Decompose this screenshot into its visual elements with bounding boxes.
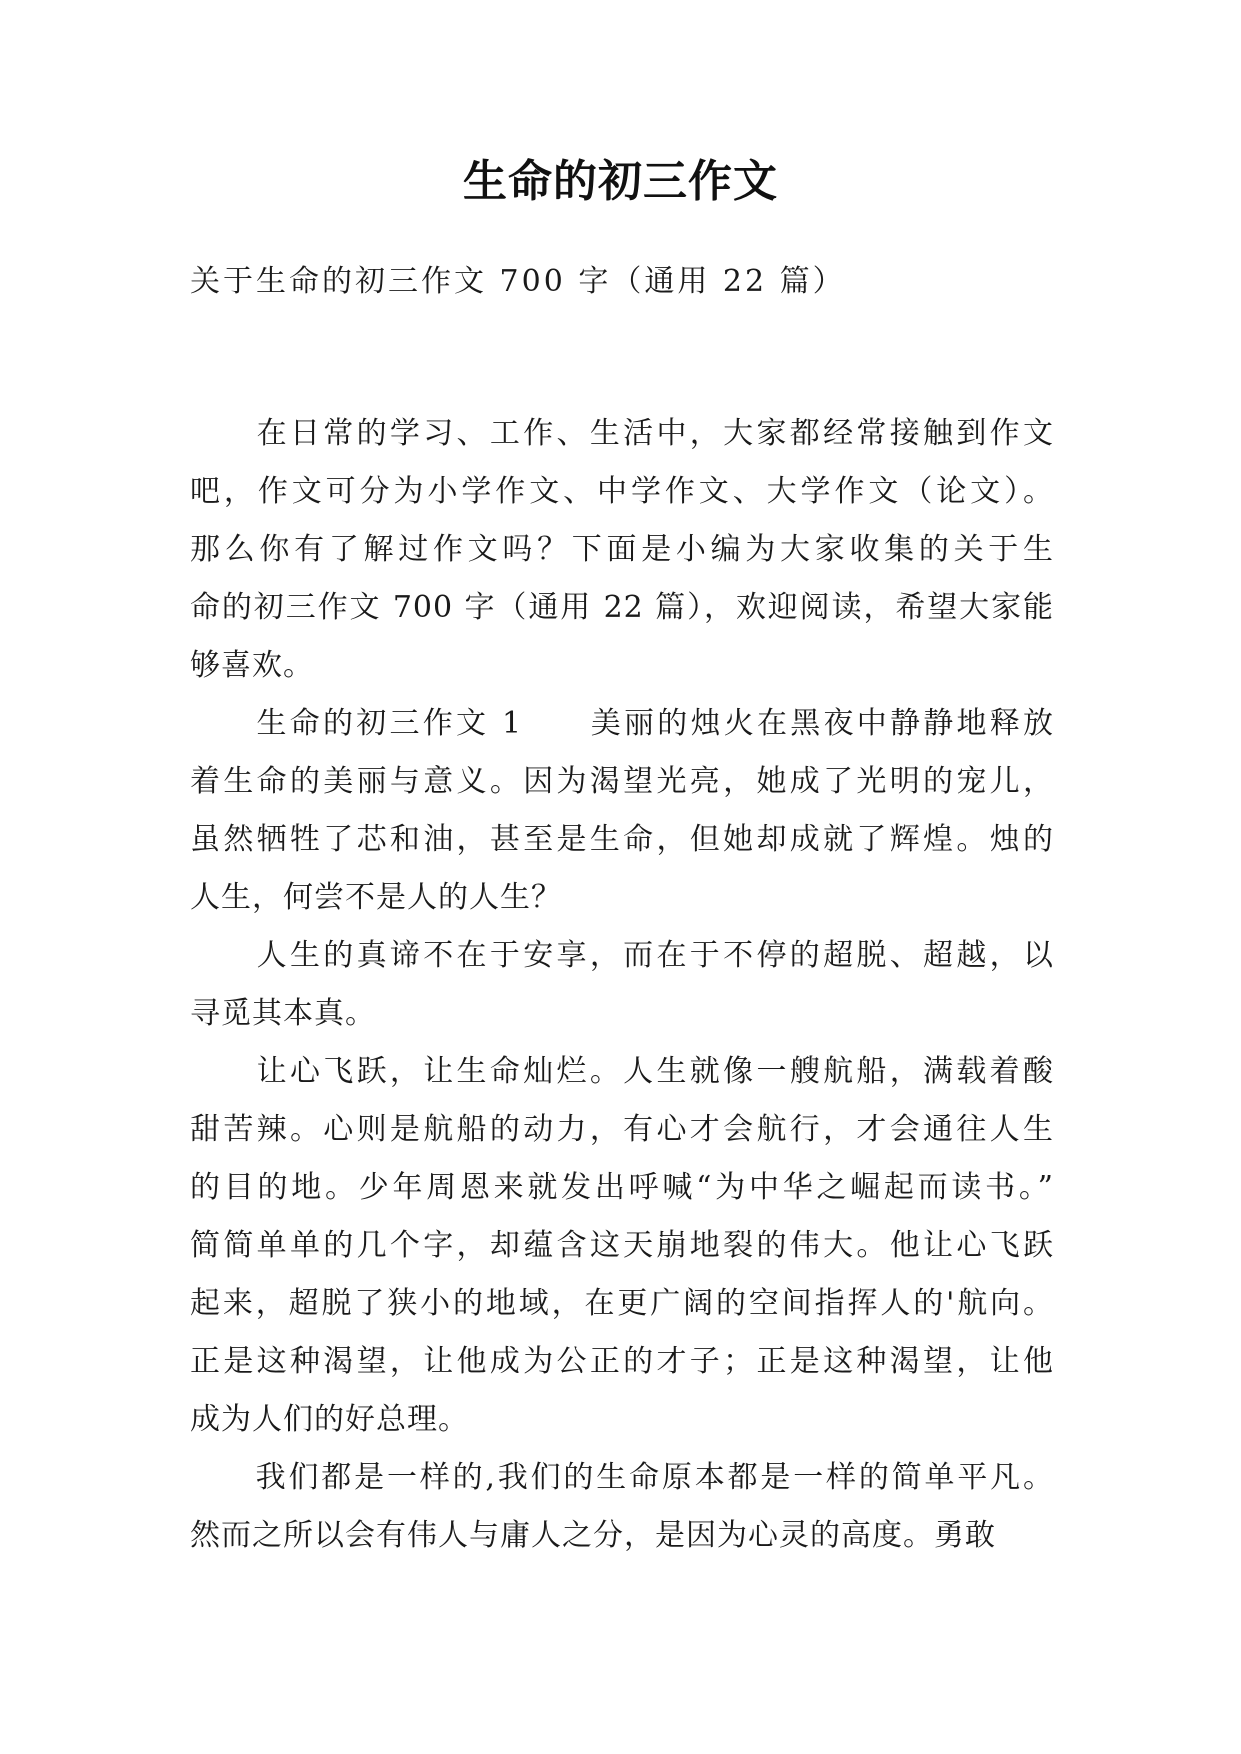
paragraph-line: 甜苦辣。心则是航船的动力，有心才会航行，才会通往人生	[190, 1112, 1054, 1147]
paragraph-line: 人生，何尝不是人的人生？	[190, 880, 562, 915]
paragraph	[190, 1449, 1054, 1565]
paragraph-line: 够喜欢。	[190, 648, 314, 683]
paragraph-line: 我们都是一样的,我们的生命原本都是一样的简单平凡。	[190, 1460, 1054, 1495]
paragraph-line: 那么你有了解过作文吗？下面是小编为大家收集的关于生	[190, 532, 1054, 567]
paragraph-line: 然而之所以会有伟人与庸人之分，是因为心灵的高度。勇敢	[190, 1518, 996, 1553]
paragraph-line: 起来，超脱了狭小的地域，在更广阔的空间指挥人的'航向。	[190, 1286, 1054, 1321]
paragraph-line: 吧，作文可分为小学作文、中学作文、大学作文（论文）。	[190, 474, 1054, 509]
document-title: 生命的初三作文	[463, 156, 778, 207]
paragraph-line: 人生的真谛不在于安享，而在于不停的超脱、超越，以	[190, 938, 1054, 973]
paragraph-line: 成为人们的好总理。	[190, 1402, 469, 1437]
paragraph	[190, 695, 1054, 927]
paragraph-line: 让心飞跃，让生命灿烂。人生就像一艘航船，满载着酸	[190, 1054, 1054, 1089]
paragraph-line: 虽然牺牲了芯和油，甚至是生命，但她却成就了辉煌。烛的	[190, 822, 1054, 857]
paragraph-line: 寻觅其本真。	[190, 996, 376, 1031]
document-subtitle: 关于生命的初三作文 700 字（通用 22 篇）	[190, 264, 846, 299]
paragraph	[190, 1043, 1054, 1449]
paragraph	[190, 405, 1054, 695]
paragraph-line: 正是这种渴望，让他成为公正的才子；正是这种渴望，让他	[190, 1344, 1054, 1379]
document-body	[190, 405, 1054, 1565]
paragraph	[190, 927, 1054, 1043]
paragraph-line: 简简单单的几个字，却蕴含这天崩地裂的伟大。他让心飞跃	[190, 1228, 1054, 1263]
paragraph-line: 着生命的美丽与意义。因为渴望光亮，她成了光明的宠儿，	[190, 764, 1054, 799]
paragraph-line: 命的初三作文 700 字（通用 22 篇），欢迎阅读，希望大家能	[190, 590, 1054, 625]
paragraph-line: 生命的初三作文 1 美丽的烛火在黑夜中静静地释放	[190, 706, 1054, 741]
paragraph-line: 在日常的学习、工作、生活中，大家都经常接触到作文	[190, 416, 1054, 451]
paragraph-line: 的目的地。少年周恩来就发出呼喊“为中华之崛起而读书。”	[190, 1170, 1054, 1205]
